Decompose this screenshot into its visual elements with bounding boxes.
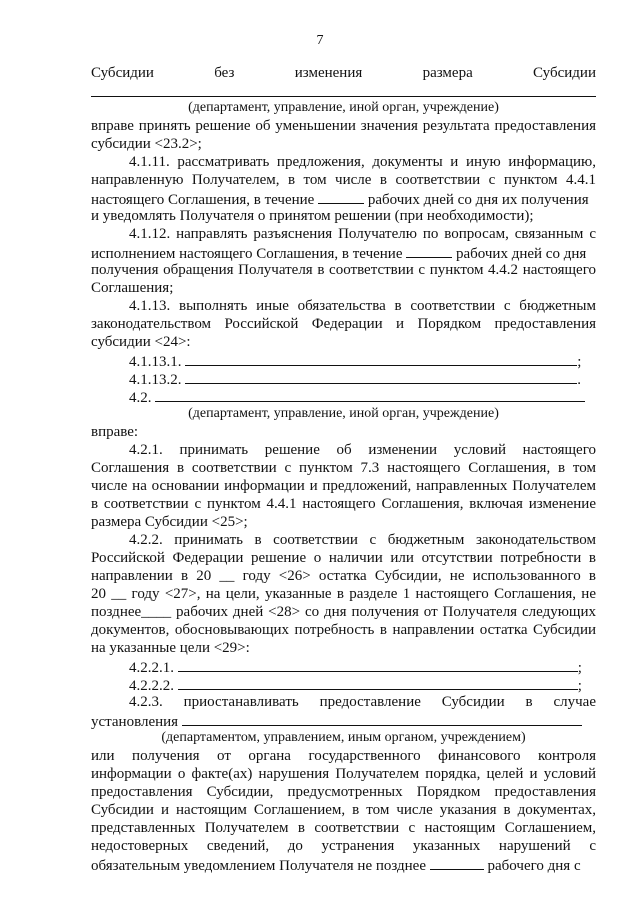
text-line: Российской Федерации решение о наличии или отсутствии потребности в: [91, 550, 596, 566]
text-line: Соглашения;: [91, 280, 174, 296]
text-line: 4.1.13. выполнять иные обязательства в соответствии с бюджетным: [129, 298, 596, 314]
text-line: направлении в 20 __ году <26> остатка Субсидии, не использованного в: [91, 568, 596, 584]
text-line: размера Субсидии <25>;: [91, 514, 248, 530]
text-line: 4.2.2.2. ;: [129, 675, 596, 693]
text-line: обязательным уведомлением Получателя не позднее рабочего дня с: [91, 855, 596, 873]
caption-dept: (департаментом, управлением, иным органом, учреждением): [161, 730, 526, 745]
blank-field: [155, 387, 585, 402]
text-line: информации о факте(ах) нарушения Получателем порядка, целей и условий: [91, 766, 596, 782]
text-line: 20 __ году <27>, на цели, указанные в разделе 1 настоящего Соглашения, не: [91, 586, 596, 602]
text-line: документов, обосновывающих потребность в направлении остатка Субсидии: [91, 622, 596, 638]
top-word: размера: [422, 65, 473, 81]
text-line: 4.2.3. приостанавливать предоставление Субсидии в случае: [129, 694, 596, 710]
text-line: Соглашения в соответствии с пунктом 7.3 настоящего Соглашения, в том: [91, 460, 596, 476]
page-number: 7: [316, 33, 324, 48]
text-line: получения обращения Получателя в соответствии с пунктом 4.4.2 настоящего: [91, 262, 596, 278]
text-line: субсидии <24>:: [91, 334, 191, 350]
text-line: или получения от органа государственного финансового контроля: [91, 748, 596, 764]
text-line: представленных Получателем в соответствии с настоящим Соглашением,: [91, 820, 596, 836]
caption-dept: (департамент, управление, иной орган, учреждение): [188, 406, 499, 421]
blank-field: [182, 711, 582, 726]
text-line: 4.1.11. рассматривать предложения, документы и иную информацию,: [129, 154, 596, 170]
text-line: и уведомлять Получателя о принятом решении (при необходимости);: [91, 208, 534, 224]
text-line: 4.2.1. принимать решение об изменении условий настоящего: [129, 442, 596, 458]
text-line: направленную Получателем, в том числе в соответствии с пунктом 4.4.1: [91, 172, 596, 188]
text-line: вправе:: [91, 424, 139, 440]
text-line: исполнением настоящего Соглашения, в течение рабочих дней со дня: [91, 243, 596, 261]
blank-field: [406, 243, 452, 258]
blank-field: [178, 657, 578, 672]
blank-field: [178, 675, 578, 690]
text-line: 4.2.2. принимать в соответствии с бюджетным законодательством: [129, 532, 596, 548]
text-line: 4.1.12. направлять разъяснения Получателю по вопросам, связанным с: [129, 226, 596, 242]
fill-rule: [91, 96, 596, 97]
text-line: 4.1.13.1. ;: [129, 351, 596, 369]
blank-field: [430, 855, 484, 870]
blank-field: [185, 369, 577, 384]
text-line: 4.2.2.1. ;: [129, 657, 596, 675]
text-line: 4.2.: [129, 387, 596, 405]
text-line: Субсидии и настоящим Соглашением, в том числе указания в документах,: [91, 802, 596, 818]
top-word: без: [214, 65, 235, 81]
text-line: на указанные цели <29>:: [91, 640, 250, 656]
top-word: изменения: [294, 65, 363, 81]
text-line: установления: [91, 711, 596, 729]
text-line: 4.1.13.2. .: [129, 369, 596, 387]
text-line: вправе принять решение об уменьшении значения результата предоставления: [91, 118, 596, 134]
blank-field: [318, 189, 364, 204]
text-line: числе на основании информации и предложений, направленных Получателем: [91, 478, 596, 494]
text-line: настоящего Соглашения, в течение рабочих дней со дня их получения: [91, 189, 596, 207]
top-line: [91, 64, 596, 82]
blank-field: [185, 351, 577, 366]
top-word: Субсидии: [533, 65, 596, 81]
text-line: недостоверных сведений, до устранения указанных нарушений с: [91, 838, 596, 854]
text-line: субсидии <23.2>;: [91, 136, 202, 152]
text-line: позднее____ рабочих дней <28> со дня получения от Получателя следующих: [91, 604, 596, 620]
top-word: Субсидии: [91, 65, 154, 81]
text-line: предоставления Субсидии, предусмотренных Порядком предоставления: [91, 784, 596, 800]
text-line: законодательством Российской Федерации и Порядком предоставления: [91, 316, 596, 332]
caption-dept: (департамент, управление, иной орган, учреждение): [188, 100, 499, 115]
text-line: в соответствии с пунктом 4.4.1 настоящего Соглашения, включая изменение: [91, 496, 596, 512]
